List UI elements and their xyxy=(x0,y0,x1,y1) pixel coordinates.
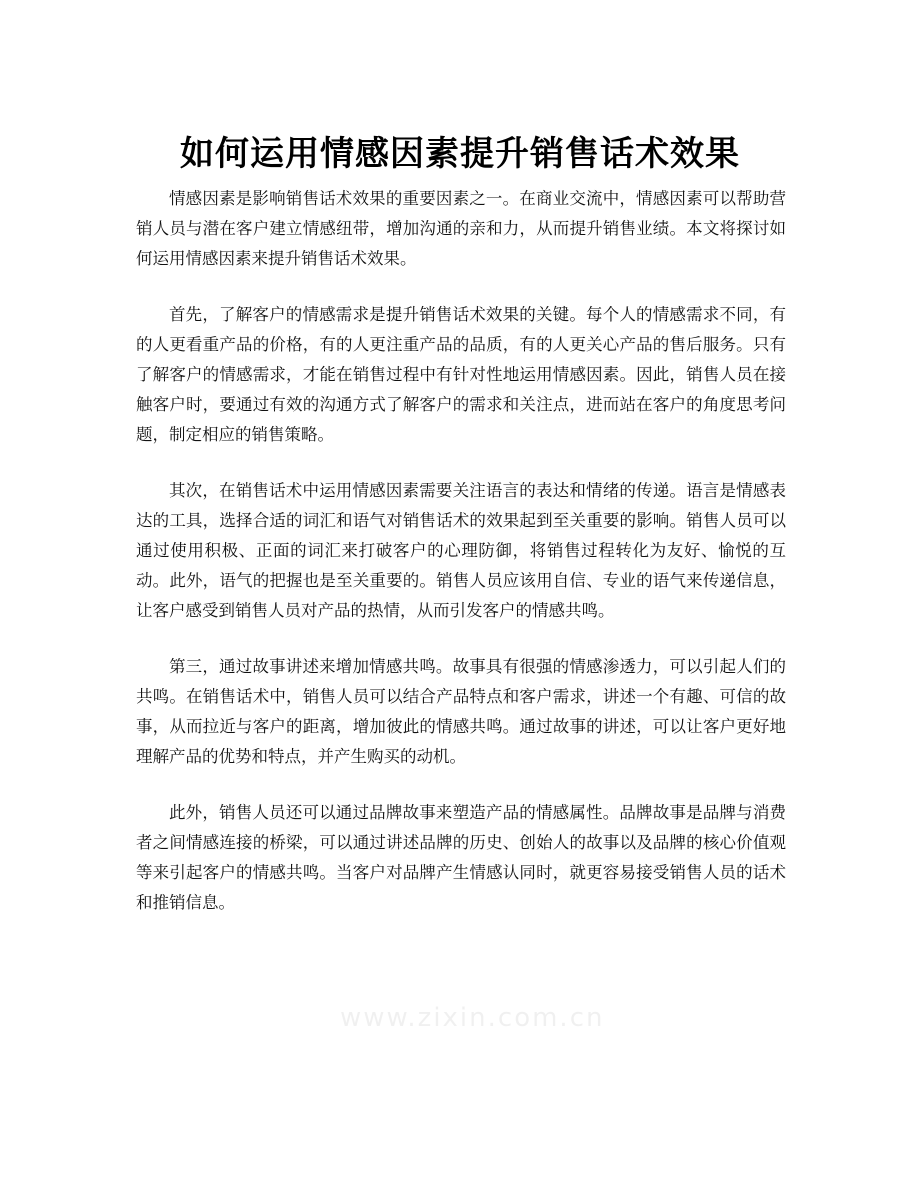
paragraph-brand-story: 此外，销售人员还可以通过品牌故事来塑造产品的情感属性。品牌故事是品牌与消费者之间情感连接的桥梁，可以通过讲述品牌的历史、创始人的故事以及品牌的核心价值观等来引起客户的情感共鸣。当客户对品牌产生情感认同时，就更容易接受销售人员的话术和推销信息。 xyxy=(136,803,786,912)
paragraph-intro: 情感因素是影响销售话术效果的重要因素之一。在商业交流中，情感因素可以帮助营销人员与潜在客户建立情感纽带，增加沟通的亲和力，从而提升销售业绩。本文将探讨如何运用情感因素来提升销售话术效果。 xyxy=(136,189,786,268)
document-body xyxy=(136,184,786,944)
paragraph-third: 第三，通过故事讲述来增加情感共鸣。故事具有很强的情感渗透力，可以引起人们的共鸣。在销售话术中，销售人员可以结合产品特点和客户需求，讲述一个有趣、可信的故事，从而拉近与客户的距离，增加彼此的情感共鸣。通过故事的讲述，可以让客户更好地理解产品的优势和特点，并产生购买的动机。 xyxy=(136,657,786,766)
watermark: www.zixin.com.cn xyxy=(340,1003,605,1033)
paragraph-first: 首先，了解客户的情感需求是提升销售话术效果的关键。每个人的情感需求不同，有的人更看重产品的价格，有的人更注重产品的品质，有的人更关心产品的售后服务。只有了解客户的情感需求，才能在销售过程中有针对性地运用情感因素。因此，销售人员在接触客户时，要通过有效的沟通方式了解客户的需求和关注点，进而站在客户的角度思考问题，制定相应的销售策略。 xyxy=(136,305,786,444)
document-title: 如何运用情感因素提升销售话术效果 xyxy=(180,133,740,174)
paragraph-second: 其次，在销售话术中运用情感因素需要关注语言的表达和情绪的传递。语言是情感表达的工具，选择合适的词汇和语气对销售话术的效果起到至关重要的影响。销售人员可以通过使用积极、正面的词汇来打破客户的心理防御，将销售过程转化为友好、愉悦的互动。此外，语气的把握也是至关重要的。销售人员应该用自信、专业的语气来传递信息，让客户感受到销售人员对产品的热情，从而引发客户的情感共鸣。 xyxy=(136,481,786,620)
